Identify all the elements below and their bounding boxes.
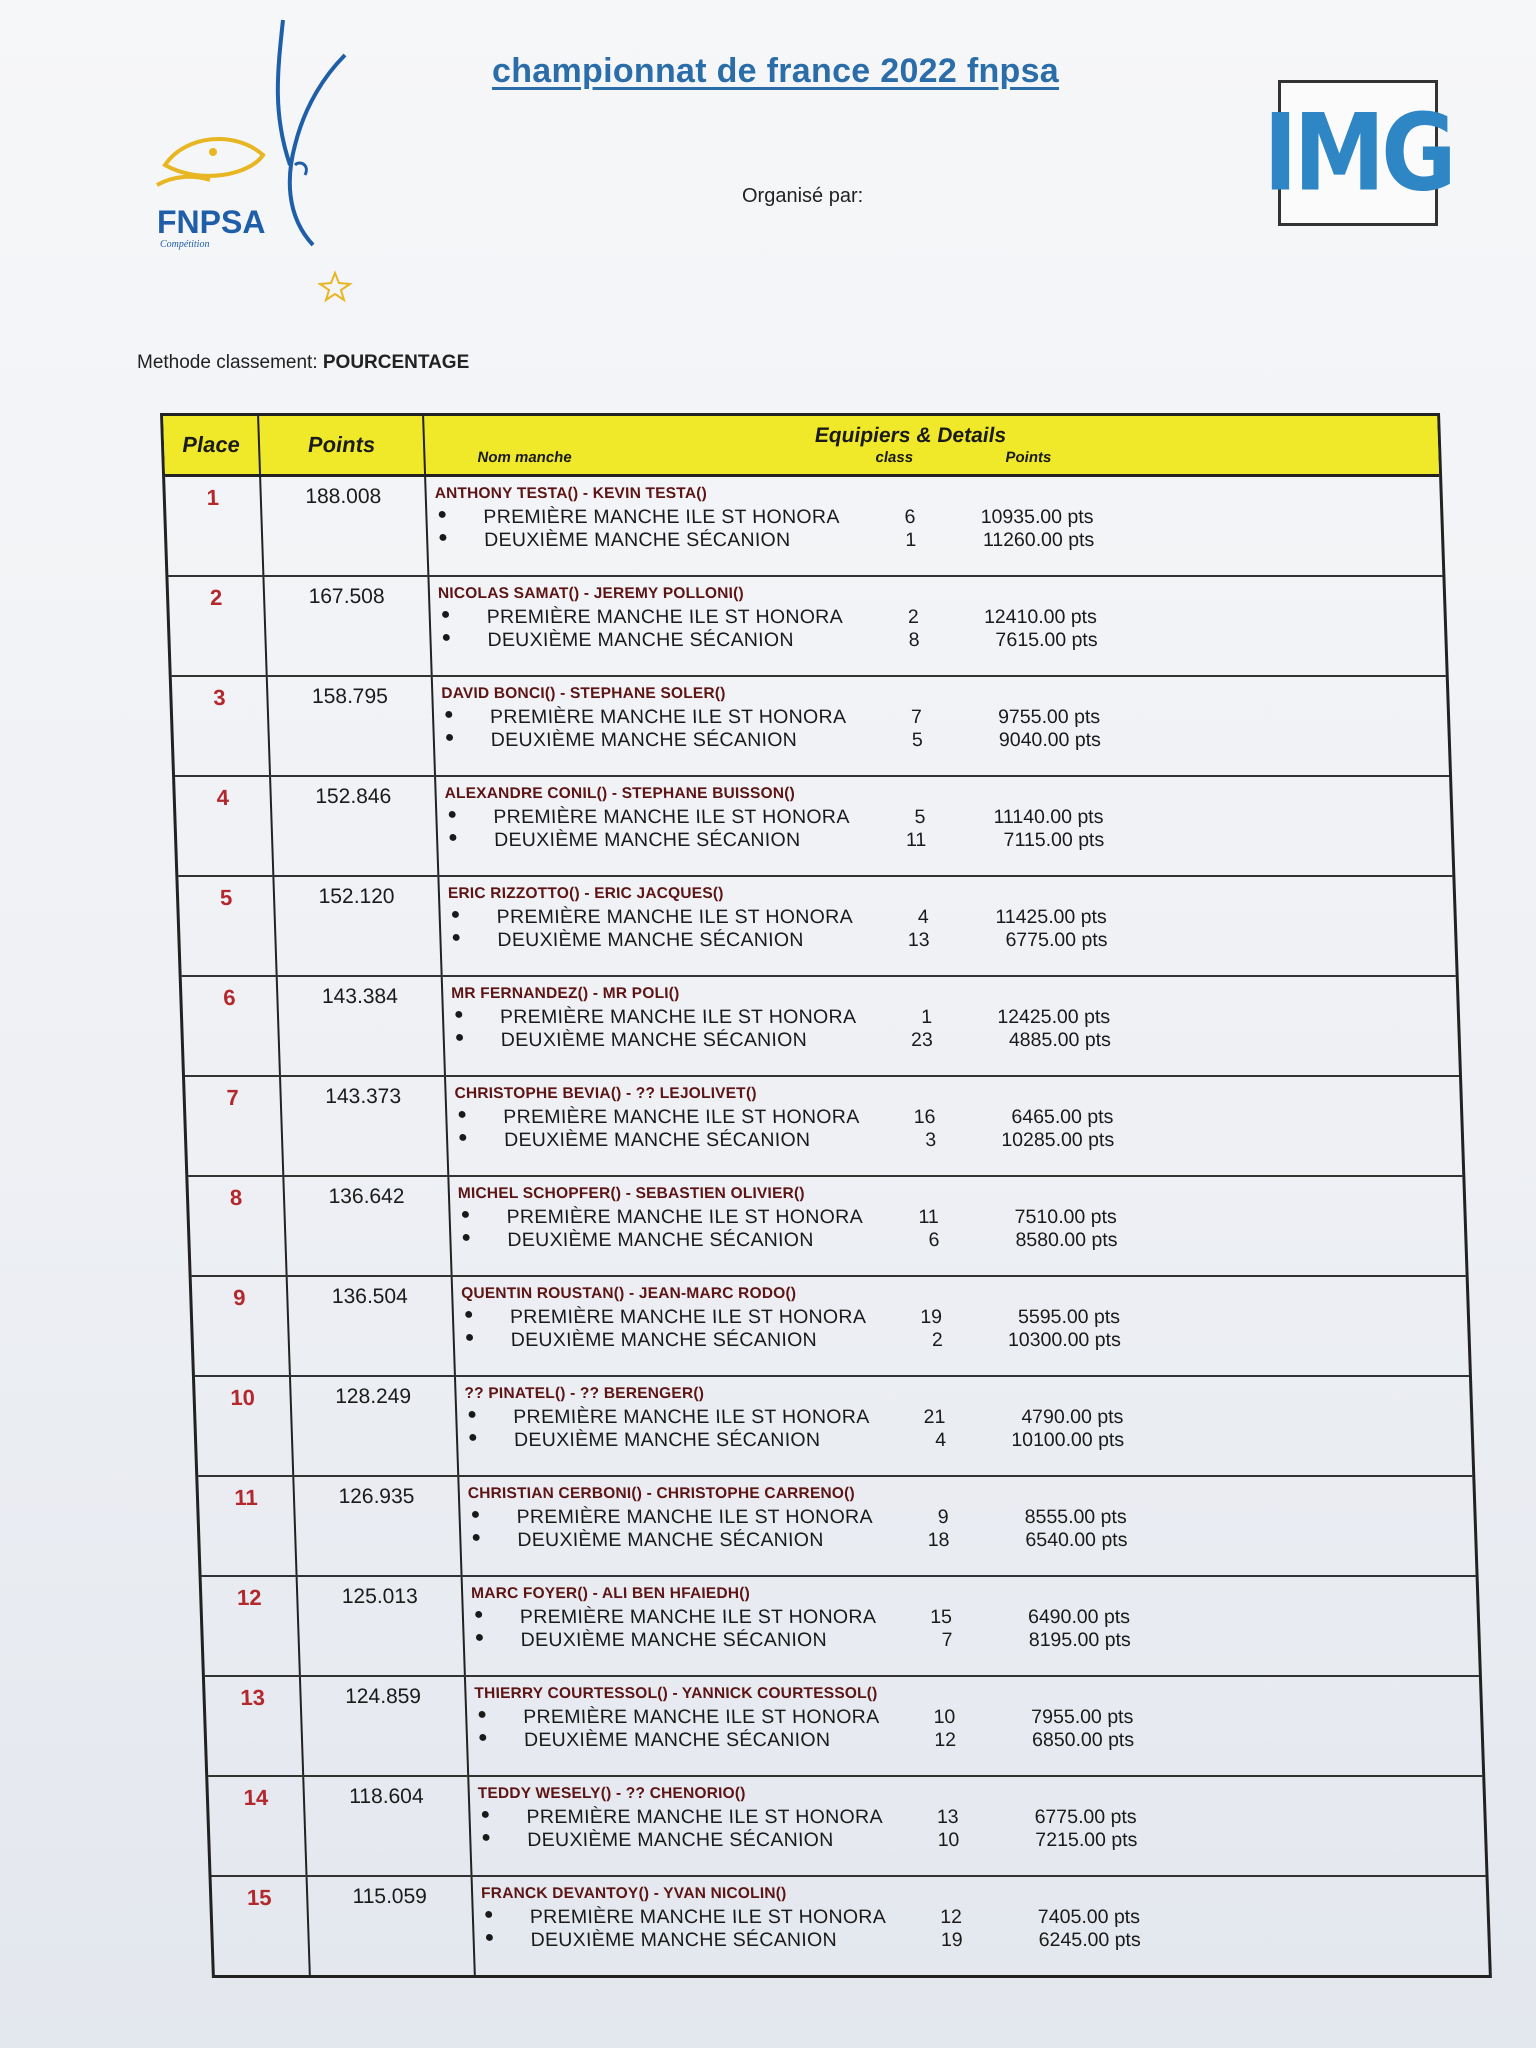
manche-name: PREMIÈRE MANCHE ILE ST HONORA [529,1906,887,1928]
row-place: 1 [165,477,264,575]
row-details [426,477,1442,575]
bullet-icon: ● [464,1329,475,1346]
manche-class: 13 [936,1806,959,1828]
row-team: THIERRY COURTESSOL() - YANNICK COURTESSOL() [474,1685,878,1702]
manche-line [462,1306,1468,1329]
row-details [443,977,1459,1075]
manche-name: DEUXIÈME MANCHE SÉCANION [517,1529,825,1551]
manche-line [472,1629,1478,1652]
manche-class: 11 [918,1206,940,1228]
table-row [182,977,1459,1077]
row-points: 167.508 [264,577,432,675]
manche-line [482,1929,1488,1952]
manche-name: PREMIÈRE MANCHE ILE ST HONORA [502,1106,860,1128]
manche-line [476,1729,1482,1752]
bullet-icon: ● [473,1606,484,1623]
manche-points: 12425.00 pts [996,1006,1111,1028]
bullet-icon: ● [461,1229,472,1246]
img-logo [1263,80,1453,226]
manche-points: 12410.00 pts [983,606,1098,628]
manche-name: PREMIÈRE MANCHE ILE ST HONORA [519,1606,877,1628]
organise-label: Organisé par: [742,185,864,207]
manche-name: PREMIÈRE MANCHE ILE ST HONORA [499,1006,857,1028]
manche-points: 7115.00 pts [1003,829,1105,851]
manche-name: DEUXIÈME MANCHE SÉCANION [483,529,791,551]
manche-line [452,1029,1458,1052]
manche-points: 4790.00 pts [1021,1406,1124,1428]
manche-line [472,1606,1478,1629]
manche-points: 7615.00 pts [995,629,1098,651]
manche-class: 10 [933,1706,956,1728]
row-place: 3 [172,677,271,775]
manche-class: 18 [927,1529,950,1551]
header-place: Place [163,416,261,474]
manche-class: 7 [910,706,923,728]
manche-points: 7510.00 pts [1014,1206,1118,1228]
manche-line [448,906,1454,929]
bullet-icon: ● [471,1529,482,1546]
fnpsa-logo [155,15,360,305]
bullet-icon: ● [477,1729,488,1746]
bullet-icon: ● [437,529,449,546]
manche-name: DEUXIÈME MANCHE SÉCANION [507,1229,815,1251]
row-points: 152.846 [271,777,439,875]
row-points: 152.120 [274,877,442,975]
manche-class: 21 [923,1406,946,1428]
row-details [469,1777,1485,1875]
bullet-icon: ● [451,929,462,946]
table-row [192,1277,1469,1377]
manche-name: PREMIÈRE MANCHE ILE ST HONORA [486,606,844,628]
manche-class: 2 [931,1329,944,1351]
manche-name: DEUXIÈME MANCHE SÉCANION [490,729,798,751]
manche-class: 9 [937,1506,949,1528]
bullet-icon: ● [457,1129,468,1146]
row-points: 136.642 [284,1177,452,1275]
row-team: FRANCK DEVANTOY() - YVAN NICOLIN() [480,1885,787,1902]
manche-class: 19 [919,1306,943,1328]
manche-class: 3 [924,1129,937,1151]
manche-class: 6 [904,506,916,528]
manche-line [442,729,1448,752]
row-details [439,877,1455,975]
table-row [212,1877,1489,1975]
table-row [208,1777,1485,1877]
bullet-icon: ● [447,806,458,823]
row-team: CHRISTOPHE BEVIA() - ?? LEJOLIVET() [454,1085,757,1102]
manche-line [456,1129,1462,1152]
row-points: 125.013 [298,1577,466,1675]
table-row [205,1677,1482,1777]
manche-line [455,1106,1461,1129]
table-row [202,1577,1479,1677]
row-details [456,1377,1472,1475]
row-place: 15 [212,1877,311,1975]
manche-points: 7955.00 pts [1030,1706,1134,1728]
row-details [453,1277,1469,1375]
manche-line [475,1706,1481,1729]
manche-line [438,606,1444,629]
manche-points: 9755.00 pts [997,706,1101,728]
manche-class: 4 [934,1429,947,1451]
manche-class: 11 [905,829,927,851]
table-header [163,416,1439,477]
manche-points: 5595.00 pts [1017,1306,1121,1328]
manche-points: 6465.00 pts [1011,1106,1114,1128]
table-row [165,477,1442,577]
table-row [188,1177,1465,1277]
manche-points: 6540.00 pts [1025,1529,1128,1551]
manche-line [446,829,1452,852]
bullet-icon: ● [467,1429,478,1446]
bullet-icon: ● [470,1506,481,1523]
row-place: 8 [188,1177,287,1275]
manche-points: 10285.00 pts [1000,1129,1115,1151]
manche-points: 6490.00 pts [1027,1606,1131,1628]
manche-name: PREMIÈRE MANCHE ILE ST HONORA [516,1506,874,1528]
manche-class: 16 [913,1106,936,1128]
row-place: 12 [202,1577,301,1675]
row-team: ?? PINATEL() - ?? BERENGER() [464,1385,705,1402]
row-team: ALEXANDRE CONIL() - STEPHANE BUISSON() [444,785,796,802]
manche-line [445,806,1451,829]
row-points: 136.504 [288,1277,456,1375]
bullet-icon: ● [441,629,452,646]
row-details [473,1877,1489,1975]
bullet-icon: ● [466,1406,478,1423]
bullet-icon: ● [437,506,448,523]
manche-class: 15 [929,1606,953,1628]
img-logo-text: IMG [1263,91,1453,215]
manche-line [442,706,1448,729]
row-team: NICOLAS SAMAT() - JEREMY POLLONI() [437,585,745,602]
manche-name: PREMIÈRE MANCHE ILE ST HONORA [483,506,840,528]
manche-points: 9040.00 pts [998,729,1102,751]
manche-name: DEUXIÈME MANCHE SÉCANION [513,1429,821,1451]
row-points: 124.859 [301,1677,469,1775]
row-team: MR FERNANDEZ() - MR POLI() [450,985,680,1002]
manche-points: 4885.00 pts [1008,1029,1112,1051]
manche-class: 5 [914,806,926,828]
table-row [175,777,1452,877]
row-place: 2 [168,577,267,675]
manche-class: 23 [910,1029,934,1051]
manche-line [466,1429,1472,1452]
bullet-icon: ● [443,706,454,723]
manche-name: DEUXIÈME MANCHE SÉCANION [530,1929,838,1951]
page-title: championnat de france 2022 fnpsa [492,52,1059,90]
row-points: 143.384 [278,977,446,1075]
manche-points: 6850.00 pts [1031,1729,1135,1751]
manche-line [468,1506,1474,1529]
methode-label: Methode classement: [137,352,318,373]
row-place: 10 [195,1377,294,1475]
bullet-icon: ● [453,1006,464,1023]
manche-line [478,1806,1484,1829]
row-points: 143.373 [281,1077,449,1175]
row-points: 188.008 [261,477,429,575]
manche-class: 2 [907,606,920,628]
row-place: 13 [205,1677,304,1775]
manche-points: 6245.00 pts [1038,1929,1142,1951]
table-row [198,1477,1475,1577]
header-points: Points [259,416,426,474]
manche-name: PREMIÈRE MANCHE ILE ST HONORA [506,1206,864,1228]
methode-classement [137,352,469,374]
row-team: MARC FOYER() - ALI BEN HFAIEDH() [470,1585,751,1602]
table-row [178,877,1455,977]
manche-name: PREMIÈRE MANCHE ILE ST HONORA [526,1806,884,1828]
row-team: ANTHONY TESTA() - KEVIN TESTA() [434,485,708,502]
manche-points: 10935.00 pts [980,506,1094,528]
row-place: 11 [198,1477,297,1575]
manche-name: PREMIÈRE MANCHE ILE ST HONORA [522,1706,880,1728]
manche-name: PREMIÈRE MANCHE ILE ST HONORA [512,1406,870,1428]
table-row [195,1377,1472,1477]
manche-points: 8580.00 pts [1015,1229,1118,1251]
results-table [160,413,1492,1978]
bullet-icon: ● [480,1806,491,1823]
manche-class: 6 [928,1229,940,1251]
manche-name: PREMIÈRE MANCHE ILE ST HONORA [493,806,850,828]
manche-line [465,1406,1471,1429]
row-place: 7 [185,1077,284,1175]
manche-class: 19 [940,1929,964,1951]
bullet-icon: ● [483,1906,494,1923]
methode-value: POURCENTAGE [322,352,470,373]
bullet-icon: ● [484,1929,495,1946]
manche-name: DEUXIÈME MANCHE SÉCANION [500,1029,808,1051]
fnpsa-logo-text: FNPSA [157,204,266,240]
manche-line [458,1206,1464,1229]
bullet-icon: ● [440,606,451,623]
row-details [433,677,1449,775]
manche-name: DEUXIÈME MANCHE SÉCANION [487,629,795,651]
manche-name: PREMIÈRE MANCHE ILE ST HONORA [489,706,847,728]
row-place: 9 [192,1277,291,1375]
bullet-icon: ● [444,729,455,746]
star-icon [320,273,350,300]
manche-line [436,529,1442,552]
manche-points: 10100.00 pts [1010,1429,1125,1451]
manche-name: DEUXIÈME MANCHE SÉCANION [493,829,801,851]
row-place: 4 [175,777,274,875]
manche-points: 11425.00 pts [995,906,1108,928]
manche-class: 8 [908,629,920,651]
row-details [449,1177,1465,1275]
header-details [424,416,1439,474]
fnpsa-logo-subtext: Compétition [160,239,210,250]
manche-points: 7405.00 pts [1037,1906,1141,1928]
manche-class: 4 [917,906,930,928]
manche-class: 10 [937,1829,960,1851]
manche-class: 12 [939,1906,963,1928]
bullet-icon: ● [476,1706,488,1723]
manche-points: 11140.00 pts [993,806,1104,828]
bullet-icon: ● [480,1829,492,1846]
manche-class: 1 [920,1006,933,1028]
manche-line [435,506,1441,529]
row-team: CHRISTIAN CERBONI() - CHRISTOPHE CARRENO() [467,1485,856,1502]
manche-points: 7215.00 pts [1035,1829,1138,1851]
row-details [436,777,1452,875]
manche-points: 6775.00 pts [1005,929,1108,951]
manche-points: 10300.00 pts [1007,1329,1122,1351]
manche-points: 11260.00 pts [982,529,1095,551]
row-team: QUENTIN ROUSTAN() - JEAN-MARC RODO() [460,1285,797,1302]
row-points: 128.249 [291,1377,459,1475]
row-details [459,1477,1475,1575]
bullet-icon: ● [447,829,459,846]
row-details [429,577,1445,675]
bullet-icon: ● [460,1206,471,1223]
row-place: 5 [178,877,277,975]
row-points: 126.935 [294,1477,462,1575]
manche-points: 8555.00 pts [1024,1506,1127,1528]
header-nom-manche: Nom manche [477,449,572,466]
manche-line [482,1906,1488,1929]
manche-points: 6775.00 pts [1034,1806,1137,1828]
manche-class: 1 [904,529,917,551]
row-details [463,1577,1479,1675]
row-place: 6 [182,977,281,1075]
manche-class: 13 [907,929,930,951]
manche-line [459,1229,1465,1252]
manche-name: PREMIÈRE MANCHE ILE ST HONORA [496,906,854,928]
row-details [446,1077,1462,1175]
row-points: 158.795 [268,677,436,775]
manche-class: 7 [941,1629,954,1651]
manche-line [449,929,1455,952]
bullet-icon: ● [456,1106,468,1123]
bullet-icon: ● [454,1029,465,1046]
row-place: 14 [208,1777,307,1875]
header-equipiers: Equipiers & Details [814,424,1007,447]
manche-name: DEUXIÈME MANCHE SÉCANION [503,1129,811,1151]
table-row [172,677,1449,777]
manche-name: PREMIÈRE MANCHE ILE ST HONORA [509,1306,867,1328]
row-points: 115.059 [308,1877,476,1975]
bullet-icon: ● [450,906,461,923]
manche-line [469,1529,1475,1552]
header-class: class [875,449,914,466]
manche-line [479,1829,1485,1852]
row-team: DAVID BONCI() - STEPHANE SOLER() [441,685,726,702]
row-points: 118.604 [304,1777,472,1875]
table-row [168,577,1445,677]
row-team: TEDDY WESELY() - ?? CHENORIO() [477,1785,746,1802]
table-row [185,1077,1462,1177]
manche-name: DEUXIÈME MANCHE SÉCANION [523,1729,831,1751]
bullet-icon: ● [463,1306,474,1323]
manche-line [439,629,1445,652]
manche-line [452,1006,1458,1029]
row-details [466,1677,1482,1775]
manche-name: DEUXIÈME MANCHE SÉCANION [526,1829,834,1851]
header-points-sub: Points [1005,449,1052,466]
bullet-icon: ● [474,1629,485,1646]
manche-class: 5 [911,729,924,751]
row-team: ERIC RIZZOTTO() - ERIC JACQUES() [447,885,724,902]
manche-line [462,1329,1468,1352]
manche-name: DEUXIÈME MANCHE SÉCANION [497,929,805,951]
row-team: MICHEL SCHOPFER() - SEBASTIEN OLIVIER() [457,1185,805,1202]
manche-name: DEUXIÈME MANCHE SÉCANION [510,1329,818,1351]
manche-class: 12 [933,1729,957,1751]
manche-name: DEUXIÈME MANCHE SÉCANION [520,1629,828,1651]
manche-points: 8195.00 pts [1028,1629,1132,1651]
table-body [165,477,1489,1975]
